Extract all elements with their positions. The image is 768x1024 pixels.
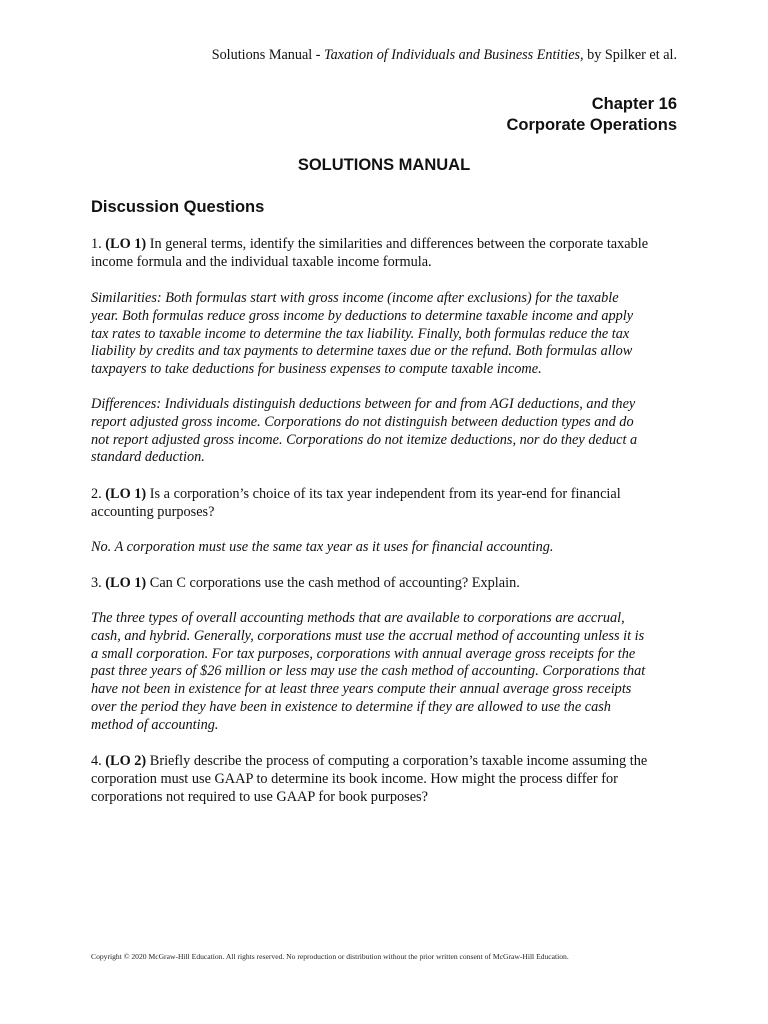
answer-line: have not been in existence for at least three years compute their annual average gross receipts bbox=[91, 681, 632, 698]
question-4 bbox=[91, 753, 691, 806]
copyright-footer: Copyright © 2020 McGraw-Hill Education. All rights reserved. No reproduction or distribution without the prior written consent of McGraw-Hill Education. bbox=[91, 952, 569, 961]
answer-3 bbox=[91, 610, 691, 735]
answer-line: Similarities: Both formulas start with gross income (income after exclusions) for the taxable bbox=[91, 290, 619, 306]
answer-line: past three years of $26 million or less may use the cash method of accounting. Corporations that bbox=[91, 663, 646, 680]
learning-objective-tag: (LO 1) bbox=[105, 486, 147, 502]
answer-line: tax rates to taxable income to determine the tax liability. Finally, both formulas reduce the tax bbox=[91, 325, 630, 342]
answer-line: report adjusted gross income. Corporations do not distinguish between deduction types and do bbox=[91, 413, 634, 430]
question-3 bbox=[91, 575, 691, 593]
answer-line: liability by credits and tax payments to determine taxes due or the refund. Both formulas allow bbox=[91, 343, 633, 360]
question-2 bbox=[91, 486, 691, 522]
answer-1-similarities bbox=[91, 290, 691, 379]
answer-1-differences bbox=[91, 396, 691, 467]
answer-line: cash, and hybrid. Generally, corporations must use the accrual method of accounting unless it is bbox=[91, 627, 645, 644]
question-number: 4. bbox=[91, 753, 106, 769]
learning-objective-tag: (LO 2) bbox=[105, 753, 147, 769]
question-number: 1. bbox=[91, 236, 106, 252]
question-text: Can C corporations use the cash method of accounting? Explain. bbox=[146, 575, 520, 591]
answer-2 bbox=[91, 539, 691, 557]
answer-line: year. Both formulas reduce gross income by deductions to determine taxable income and apply bbox=[91, 307, 634, 324]
answer-line: over the period they have been in existence to determine if they are allowed to use the cash bbox=[91, 698, 611, 715]
answer-line: a small corporation. For tax purposes, corporations with annual average gross receipts for the bbox=[91, 645, 636, 662]
learning-objective-tag: (LO 1) bbox=[105, 236, 147, 252]
answer-line: method of accounting. bbox=[91, 716, 219, 733]
chapter-block bbox=[506, 94, 677, 136]
answer-line: No. A corporation must use the same tax year as it uses for financial accounting. bbox=[91, 539, 554, 555]
answer-line: Differences: Individuals distinguish deductions between for and from AGI deductions, and they bbox=[91, 396, 636, 412]
running-head-suffix: by Spilker et al. bbox=[583, 47, 677, 63]
question-number: 2. bbox=[91, 486, 106, 502]
answer-line: The three types of overall accounting methods that are available to corporations are accrual, bbox=[91, 610, 625, 626]
running-head bbox=[212, 47, 677, 64]
question-text: corporation must use GAAP to determine its book income. How might the process differ for bbox=[91, 770, 618, 787]
answer-line: standard deduction. bbox=[91, 449, 205, 466]
answer-line: not report adjusted gross income. Corporations do not itemize deductions, nor do they deduct a bbox=[91, 431, 638, 448]
section-heading: Discussion Questions bbox=[91, 198, 265, 216]
manual-title: SOLUTIONS MANUAL bbox=[297, 156, 471, 174]
question-text: Is a corporation’s choice of its tax year independent from its year-end for financial bbox=[146, 486, 621, 502]
chapter-number: Chapter 16 bbox=[591, 95, 677, 113]
running-head-prefix: Solutions Manual - bbox=[211, 47, 325, 63]
question-number: 3. bbox=[91, 575, 106, 591]
question-text: In general terms, identify the similarities and differences between the corporate taxable bbox=[146, 236, 649, 252]
question-text: accounting purposes? bbox=[91, 503, 215, 520]
question-text: Briefly describe the process of computing a corporation’s taxable income assuming the bbox=[146, 753, 648, 769]
question-1 bbox=[91, 236, 691, 272]
chapter-title: Corporate Operations bbox=[506, 116, 677, 134]
question-text: corporations not required to use GAAP for book purposes? bbox=[91, 788, 428, 805]
running-head-book-title: Taxation of Individuals and Business Entities, bbox=[324, 47, 584, 63]
answer-line: taxpayers to take deductions for business expenses to compute taxable income. bbox=[91, 361, 542, 378]
question-text: income formula and the individual taxable income formula. bbox=[91, 253, 432, 270]
learning-objective-tag: (LO 1) bbox=[105, 575, 147, 591]
